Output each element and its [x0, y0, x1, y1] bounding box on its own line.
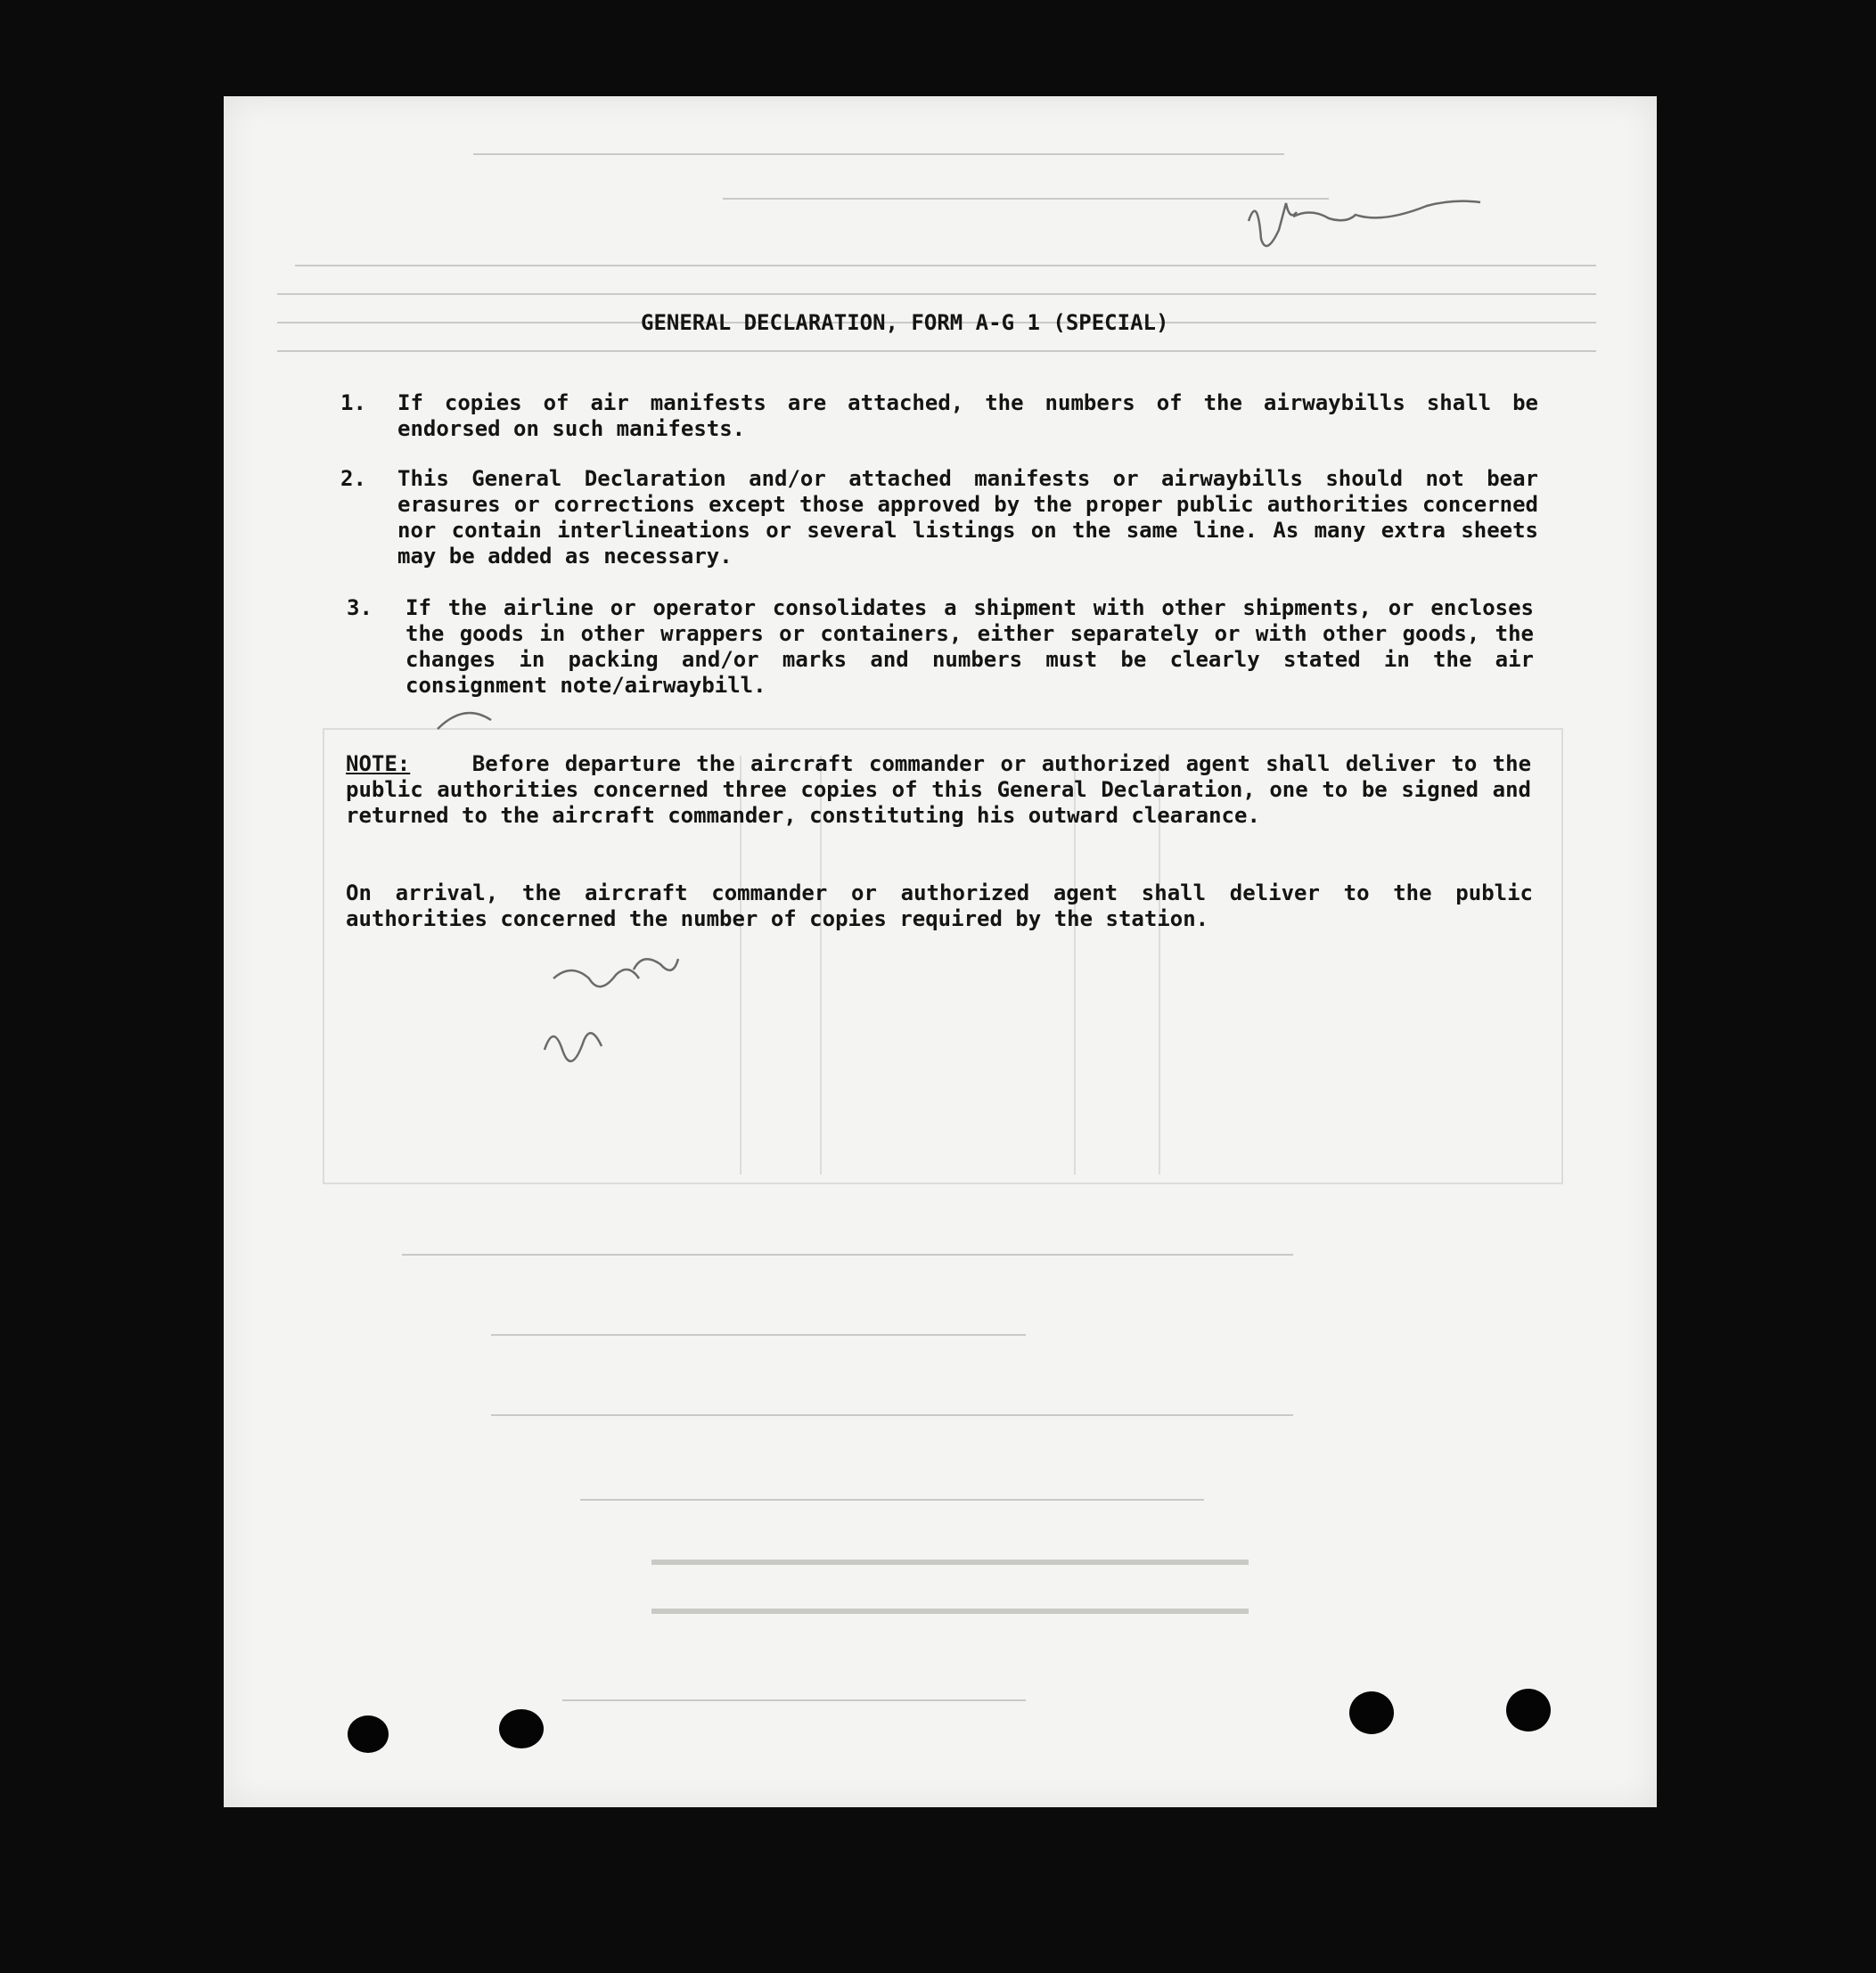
- document-page: [224, 96, 1657, 1807]
- note-text: Before departure the aircraft commander or authorized agent shall deliver to the public authorities concerned three copies of this General Declaration, one to be signed and returned to the aircraft commander, constituting his outward clearance.: [346, 751, 1532, 828]
- note-paragraph: [346, 751, 1531, 829]
- punch-hole: [348, 1715, 389, 1753]
- punch-hole: [499, 1709, 544, 1748]
- arrival-paragraph: On arrival, the aircraft commander or authorized agent shall deliver to the public authorities concerned the number of copies required by the station.: [346, 880, 1533, 931]
- page-title: GENERAL DECLARATION, FORM A-G 1 (SPECIAL): [641, 310, 1169, 335]
- bleed-through-marks: [224, 96, 1657, 1807]
- item-text: This General Declaration and/or attached manifests or airwaybills should not bear erasures or corrections except those approved by the proper public authorities concerned nor contain interlineations or several listings on the same line. As many extra sheets may be added as necessary.: [397, 466, 1538, 569]
- punch-hole: [1506, 1689, 1551, 1731]
- item-text: If the airline or operator consolidates a shipment with other shipments, or encloses the goods in other wrappers or containers, either separately or with other goods, the changes in packing and/or marks and numbers must be clearly stated in the air consignment note/airwaybill.: [406, 595, 1534, 698]
- punch-hole: [1349, 1691, 1394, 1734]
- item-text: If copies of air manifests are attached, the numbers of the airwaybills shall be endorsed on such manifests.: [397, 390, 1538, 441]
- note-label: NOTE:: [346, 751, 411, 776]
- item-number: 3.: [347, 595, 373, 620]
- item-number: 1.: [340, 390, 366, 415]
- item-number: 2.: [340, 466, 366, 491]
